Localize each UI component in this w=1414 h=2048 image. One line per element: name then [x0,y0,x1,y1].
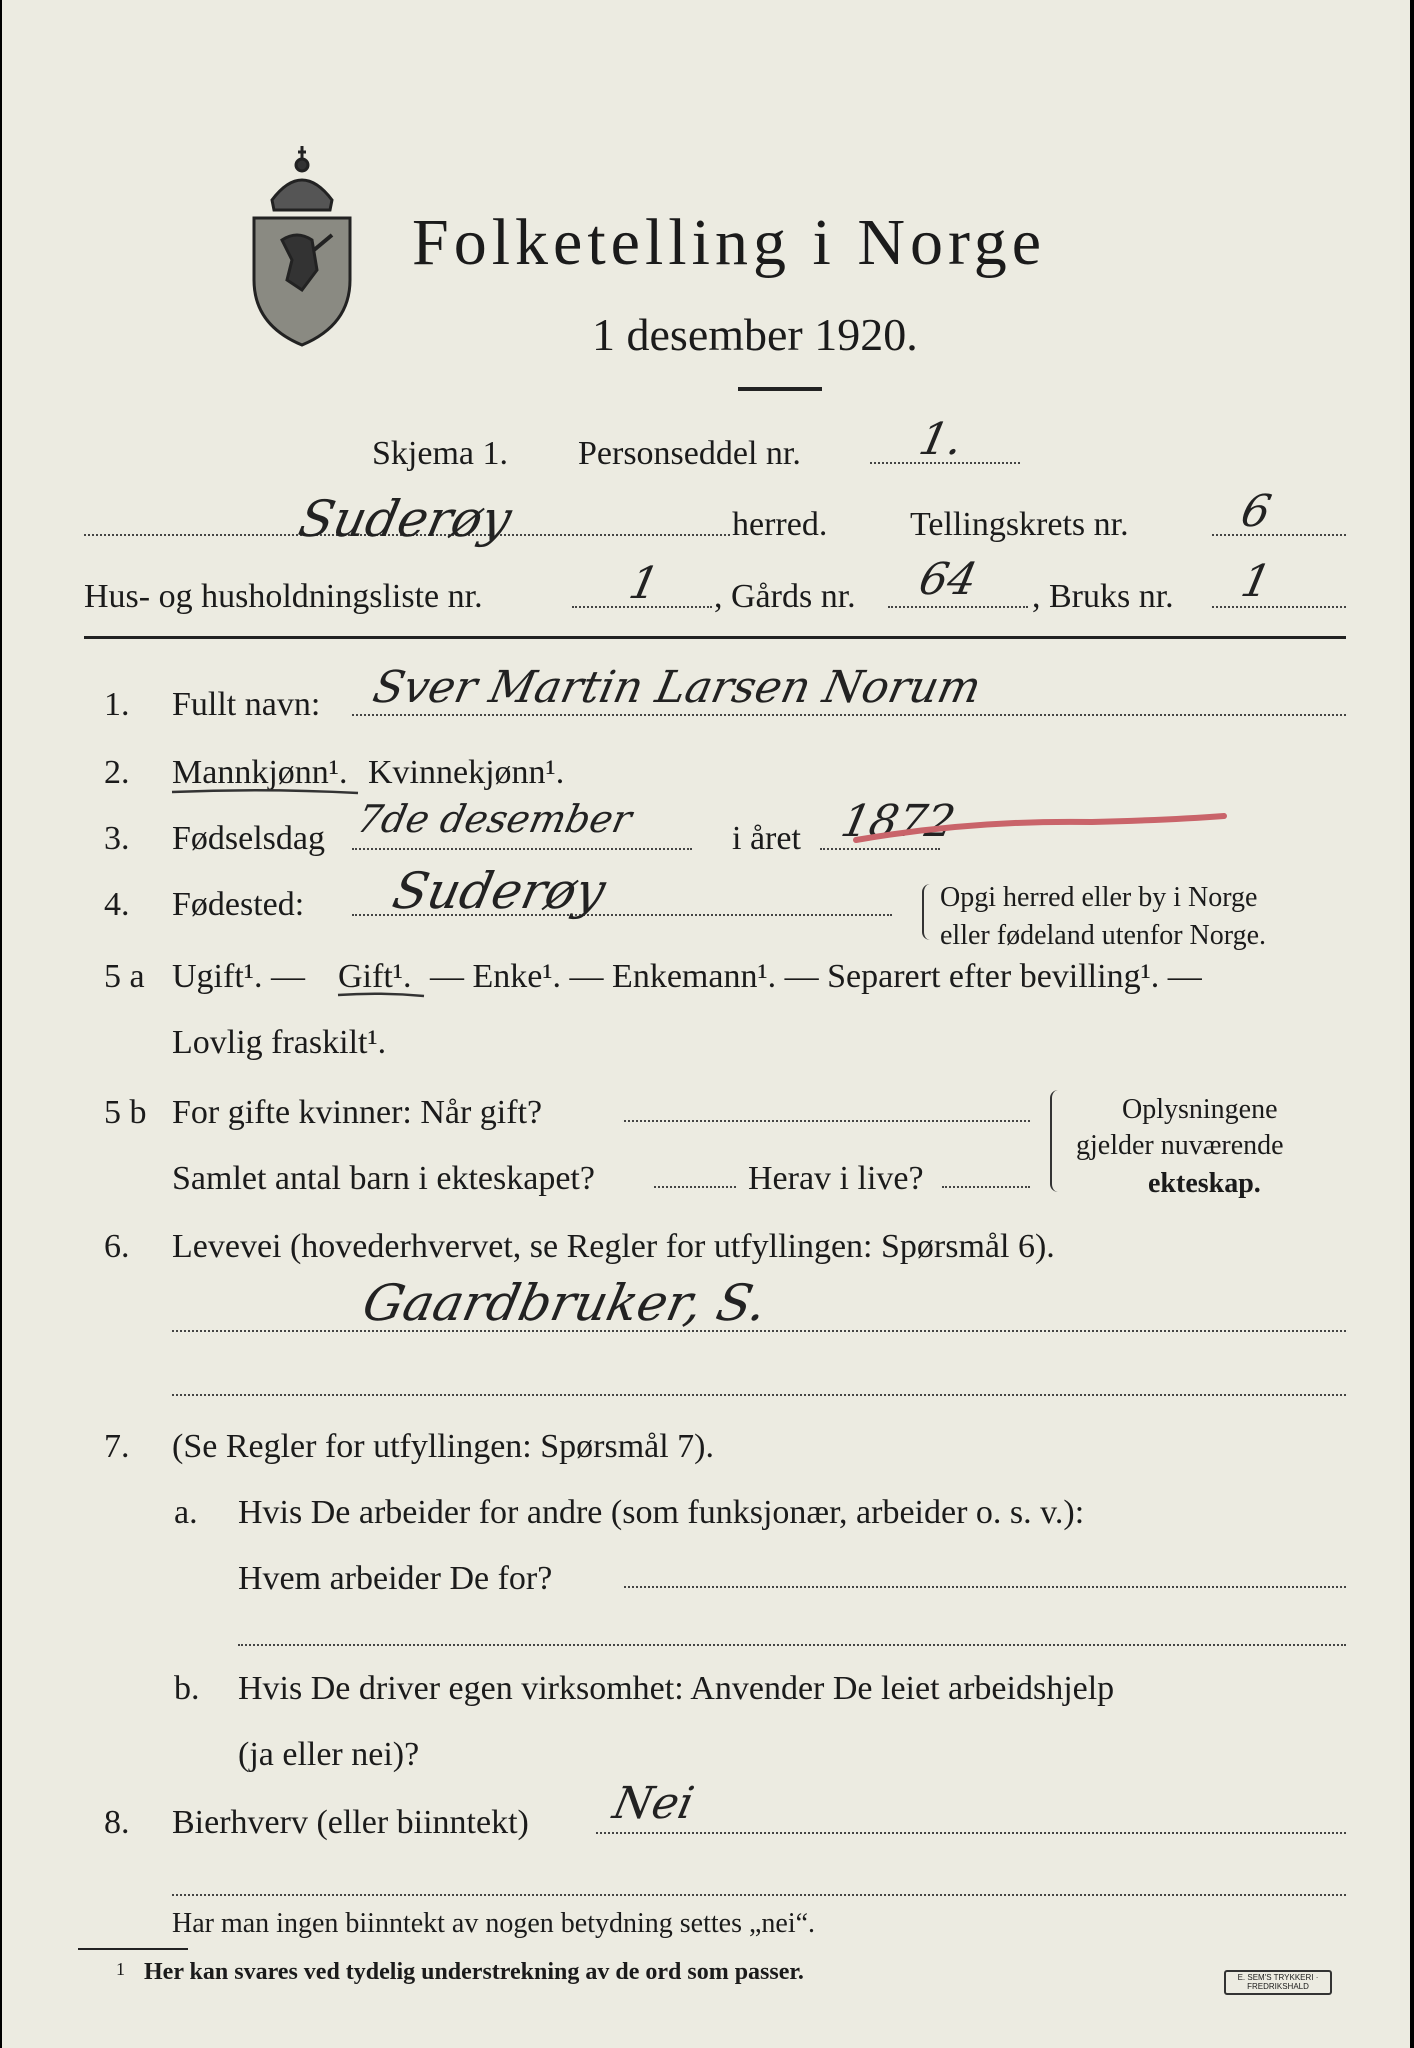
footnote: Her kan svares ved tydelig understrekning av de ord som passer. [144,1959,804,1985]
tellingskrets-line [1212,534,1346,536]
q5b-note-line3: ekteskap. [1148,1168,1261,1199]
gards-value: 64 [914,554,982,605]
personseddel-label: Personseddel nr. [578,435,801,472]
bruks-line [1212,606,1346,608]
gards-label: , Gårds nr. [714,578,856,615]
q5b-number: 5 b [104,1094,147,1131]
q8-line-2 [172,1894,1346,1896]
bruks-label: , Bruks nr. [1032,578,1174,615]
q5b-alive-line [942,1186,1030,1188]
herred-label: herred. [732,506,828,543]
q6-line1 [172,1330,1346,1332]
q3-label: Fødselsdag [172,820,325,857]
q4-label: Fødested: [172,886,305,923]
herred-value: Suderøy [293,490,517,548]
q5a-gift: Gift¹. [338,958,412,995]
q7b-letter: b. [174,1670,200,1707]
tellingskrets-value: 6 [1236,486,1276,537]
q7b-line1: Hvis De driver egen virksomhet: Anvender De leiet arbeidshjelp [238,1670,1115,1707]
q5b-note-line2: gjelder nuværende [1076,1130,1284,1161]
printer-stamp: E. SEM'S TRYKKERI · FREDRIKSHALD [1224,1970,1332,1995]
header-rule [84,636,1346,639]
q5a-rest: — Enke¹. — Enkemann¹. — Separert efter bevilling¹. — [430,958,1202,995]
nei-note: Har man ingen biinntekt av nogen betydning settes „nei“. [172,1908,816,1939]
q5b-when-married: For gifte kvinner: Når gift? [172,1094,543,1131]
q7-label: (Se Regler for utfyllingen: Spørsmål 7). [172,1428,715,1465]
q5b-children-line [654,1186,736,1188]
q5b-alive: Herav i live? [748,1160,924,1197]
footnote-rule [78,1948,188,1950]
hus-value: 1 [624,558,664,609]
personseddel-value: 1. [914,414,968,465]
q3-day-value: 7de desember [353,797,636,841]
skjema-label: Skjema 1. [372,435,508,472]
gards-line [888,606,1028,608]
q7a-line1: Hvis De arbeider for andre (som funksjonær, arbeider o. s. v.): [238,1494,1085,1531]
q4-number: 4. [104,886,130,923]
q1-label: Fullt navn: [172,686,321,723]
q2-female: Kvinnekjønn¹. [368,754,565,791]
q5a-number: 5 a [104,958,145,995]
q3-year-label: i året [732,820,801,857]
q6-number: 6. [104,1228,130,1265]
q3-year-value: 1872 [836,796,960,847]
census-date: 1 desember 1920. [592,309,918,360]
norwegian-coat-of-arms-icon [242,140,362,350]
q5b-when-line [624,1120,1030,1122]
q4-value: Suderøy [387,862,611,920]
q7-number: 7. [104,1428,130,1465]
hus-label: Hus- og husholdningsliste nr. [84,578,483,615]
q6-label: Levevei (hovederhvervet, se Regler for utfyllingen: Spørsmål 6). [172,1228,1055,1265]
q8-number: 8. [104,1804,130,1841]
q7b-line2: (ja eller nei)? [238,1736,420,1773]
q8-line [596,1832,1346,1834]
q5b-note-brace [1050,1090,1062,1192]
bruks-value: 1 [1236,556,1276,607]
q1-number: 1. [104,686,130,723]
q5a-ugift: Ugift¹. — [172,958,305,995]
footnote-mark: 1 [116,1959,125,1979]
q1-value: Sver Martin Larsen Norum [368,662,986,713]
q5b-children: Samlet antal barn i ekteskapet? [172,1160,595,1197]
title-divider [738,387,822,391]
red-pencil-mark [852,806,1232,846]
q2-male-underline [170,786,360,798]
q2-number: 2. [104,754,130,791]
q1-line [352,714,1346,716]
census-form-page [2,0,1410,2048]
q7a-letter: a. [174,1494,198,1531]
q3-year-line [820,848,940,850]
q3-number: 3. [104,820,130,857]
q3-day-line [352,848,692,850]
q4-note-line1: Opgi herred eller by i Norge [940,882,1258,913]
tellingskrets-label: Tellingskrets nr. [910,506,1129,543]
q4-note-brace [922,884,932,940]
form-title: Folketelling i Norge [412,206,1047,279]
q5a-fraskilt: Lovlig fraskilt¹. [172,1024,387,1061]
q7a-line2: Hvem arbeider De for? [238,1560,553,1597]
q5b-note-line1: Oplysningene [1122,1094,1278,1125]
q7a-line-1 [624,1586,1346,1588]
q2-male: Mannkjønn¹. [172,754,348,791]
q4-note-line2: eller fødeland utenfor Norge. [940,920,1267,951]
q6-line2 [172,1394,1346,1396]
q8-value: Nei [608,1778,699,1829]
q7a-line-2 [238,1644,1346,1646]
q5a-gift-underline [336,990,426,1000]
q6-value: Gaardbruker, S. [357,1274,773,1332]
q8-label: Bierhverv (eller biinntekt) [172,1804,529,1841]
